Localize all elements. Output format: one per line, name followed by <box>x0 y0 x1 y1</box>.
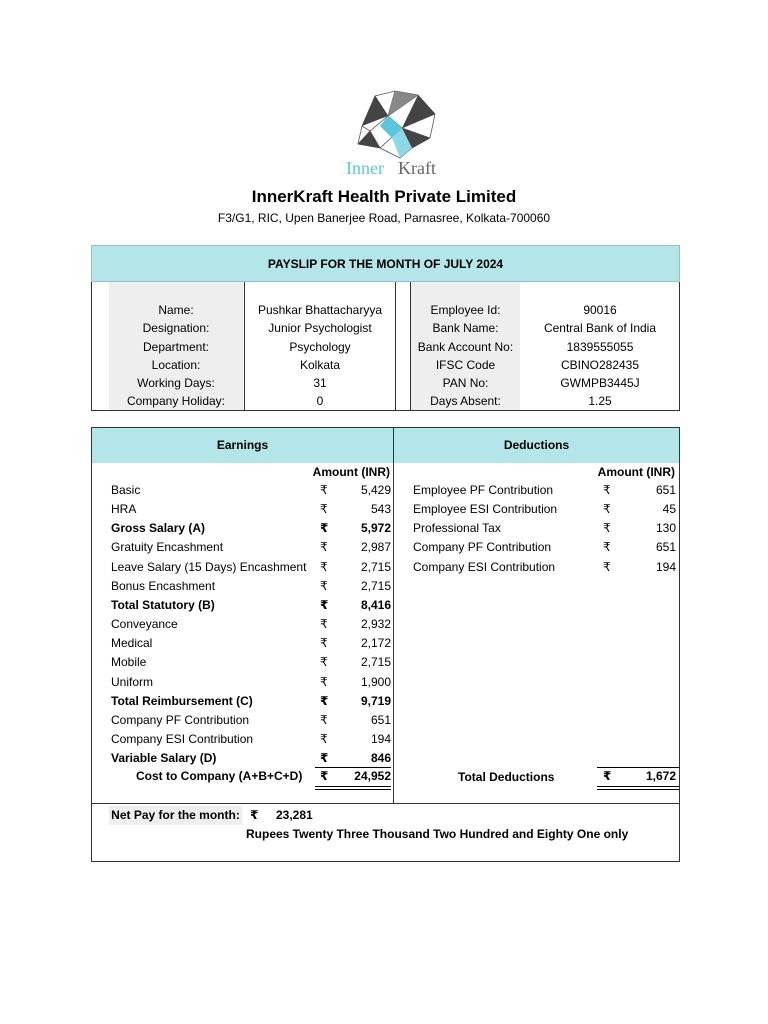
info-label: Designation: <box>142 321 210 336</box>
deduction-label: Company PF Contribution <box>413 540 552 555</box>
earning-amount: 2,715 <box>360 559 391 574</box>
earning-amount: 543 <box>370 502 391 517</box>
rupee-symbol: ₹ <box>250 808 259 822</box>
earning-amount: 1,900 <box>360 674 391 689</box>
deductions-total-double-rule <box>597 789 679 790</box>
rupee-symbol: ₹ <box>320 617 328 632</box>
earning-amount: 8,416 <box>360 597 391 612</box>
earning-label: Medical <box>111 636 153 651</box>
earning-label: Total Statutory (B) <box>111 597 215 612</box>
earning-label: Mobile <box>111 655 147 670</box>
info-label: Bank Account No: <box>417 339 514 354</box>
info-value: 0 <box>316 394 324 409</box>
brain-logo-icon <box>340 86 450 180</box>
earning-amount: 2,172 <box>360 636 391 651</box>
rupee-symbol: ₹ <box>320 731 328 746</box>
info-value: 90016 <box>583 303 617 317</box>
info-label: Department: <box>142 339 210 354</box>
total-deductions-label: Total Deductions <box>458 770 555 784</box>
logo-text-inner: Inner <box>346 158 384 178</box>
earning-label: Variable Salary (D) <box>111 751 217 766</box>
info-left-values <box>244 282 396 410</box>
deduction-label: Employee PF Contribution <box>413 483 554 497</box>
rupee-symbol: ₹ <box>320 751 329 766</box>
info-label: Employee Id: <box>430 303 501 317</box>
earning-amount: 194 <box>370 731 391 746</box>
rupee-symbol: ₹ <box>320 483 328 497</box>
info-label: PAN No: <box>442 376 489 391</box>
earning-label: Uniform <box>111 674 154 689</box>
earning-label: Company ESI Contribution <box>111 731 254 746</box>
earning-label: Leave Salary (15 Days) Encashment <box>111 559 307 574</box>
info-value: Psychology <box>289 339 351 354</box>
earning-label: Company PF Contribution <box>111 712 250 727</box>
earning-amount: 9,719 <box>360 693 391 708</box>
info-label: Working Days: <box>137 376 215 391</box>
info-value: 1.25 <box>588 394 612 409</box>
deduction-label: Professional Tax <box>413 521 501 536</box>
deductions-amount-heading: Amount (INR) <box>597 465 675 479</box>
rupee-symbol: ₹ <box>320 521 329 536</box>
info-right-values <box>520 282 680 410</box>
earning-label: Bonus Encashment <box>111 578 216 593</box>
info-label: Bank Name: <box>432 321 499 336</box>
employee-info-box <box>91 282 680 411</box>
company-address: F3/G1, RIC, Upen Banerjee Road, Parnasree, Kolkata-700060 <box>217 211 551 225</box>
cost-to-company-amount: 24,952 <box>354 769 391 783</box>
info-value: Central Bank of India <box>543 321 657 336</box>
rupee-symbol: ₹ <box>320 769 329 783</box>
deduction-amount: 130 <box>655 521 676 536</box>
deduction-amount: 651 <box>655 540 676 555</box>
info-label: Name: <box>158 303 194 317</box>
net-pay-label: Net Pay for the month: <box>109 806 242 825</box>
rupee-symbol: ₹ <box>603 540 611 555</box>
info-label: IFSC Code <box>435 357 496 372</box>
earnings-total-double-rule <box>315 786 391 787</box>
info-value: 31 <box>313 376 327 391</box>
deduction-amount: 45 <box>662 502 676 517</box>
deduction-amount: 651 <box>655 483 676 497</box>
earning-amount: 5,972 <box>360 521 391 536</box>
rupee-symbol: ₹ <box>320 655 328 670</box>
earnings-total-double-rule <box>315 789 391 790</box>
rupee-symbol: ₹ <box>320 502 328 517</box>
info-value: Pushkar Bhattacharyya <box>257 303 383 317</box>
rupee-symbol: ₹ <box>320 597 329 612</box>
rupee-symbol: ₹ <box>603 483 611 497</box>
rupee-symbol: ₹ <box>320 674 328 689</box>
logo-text-kraft: Kraft <box>398 158 436 178</box>
deduction-label: Company ESI Contribution <box>413 559 556 574</box>
rupee-symbol: ₹ <box>603 769 612 783</box>
company-name: InnerKraft Health Private Limited <box>251 187 517 206</box>
info-right-labels <box>410 282 520 410</box>
info-left-labels <box>109 282 243 410</box>
earning-amount: 5,429 <box>360 483 391 497</box>
net-pay-in-words: Rupees Twenty Three Thousand Two Hundred and Eighty One only <box>246 827 629 841</box>
earning-amount: 2,715 <box>360 655 391 670</box>
info-value: 1839555055 <box>566 339 634 354</box>
earnings-amount-heading: Amount (INR) <box>312 465 390 479</box>
rupee-symbol: ₹ <box>320 559 328 574</box>
earning-amount: 2,987 <box>360 540 391 555</box>
earning-amount: 2,715 <box>360 578 391 593</box>
earning-label: HRA <box>111 502 137 517</box>
total-deductions-amount: 1,672 <box>645 769 676 783</box>
earning-label: Gross Salary (A) <box>111 521 206 536</box>
rupee-symbol: ₹ <box>603 502 611 517</box>
rupee-symbol: ₹ <box>320 636 328 651</box>
info-label: Days Absent: <box>430 394 501 409</box>
deduction-amount: 194 <box>655 559 676 574</box>
earning-amount: 2,932 <box>360 617 391 632</box>
rupee-symbol: ₹ <box>320 693 329 708</box>
deduction-label: Employee ESI Contribution <box>413 502 558 517</box>
rupee-symbol: ₹ <box>320 712 328 727</box>
earnings-heading: Earnings <box>92 428 393 463</box>
earning-amount: 651 <box>370 712 391 727</box>
info-value: Kolkata <box>299 357 341 372</box>
payslip-title: PAYSLIP FOR THE MONTH OF JULY 2024 <box>91 245 680 282</box>
info-label: Location: <box>151 357 201 372</box>
rupee-symbol: ₹ <box>320 540 328 555</box>
company-logo <box>340 86 450 180</box>
info-value: CBINO282435 <box>560 357 640 372</box>
earning-label: Conveyance <box>111 617 178 632</box>
earning-label: Gratuity Encashment <box>111 540 224 555</box>
column-divider <box>393 428 394 804</box>
info-value: Junior Psychologist <box>268 321 372 336</box>
deductions-total-double-rule <box>597 786 679 787</box>
rupee-symbol: ₹ <box>603 521 611 536</box>
earning-label: Total Reimbursement (C) <box>111 693 253 708</box>
cost-to-company-label: Cost to Company (A+B+C+D) <box>136 769 303 783</box>
earning-amount: 846 <box>370 751 391 766</box>
info-label: Company Holiday: <box>126 394 226 409</box>
rupee-symbol: ₹ <box>320 578 328 593</box>
rupee-symbol: ₹ <box>603 559 611 574</box>
earning-label: Basic <box>111 483 141 497</box>
info-value: GWMPB3445J <box>560 376 640 391</box>
net-pay-amount: 23,281 <box>276 808 313 822</box>
deductions-heading: Deductions <box>394 428 679 463</box>
